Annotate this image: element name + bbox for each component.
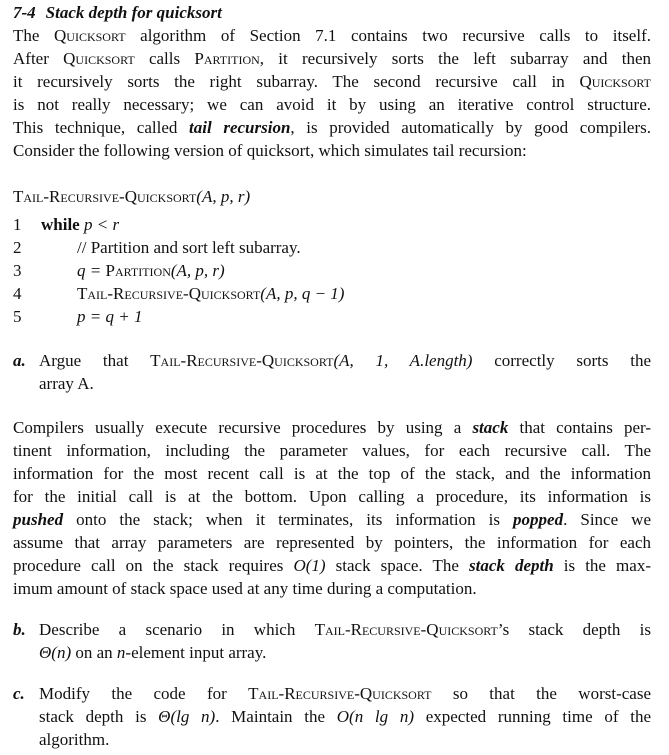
term-tail-recursion: tail recursion xyxy=(189,118,291,137)
algorithm-name: Tail-Recursive-Quicksort xyxy=(13,187,197,206)
term-stack-depth: stack depth xyxy=(468,556,554,575)
stack-line-8: imum amount of stack space used at any time during a computation. xyxy=(13,579,477,598)
intro-line-3: it recursively sorts the right subarray. The second recursive call in Quicksort xyxy=(13,72,651,91)
part-c-line-1: c. Modify the code for Tail-Recursive-Quicksort so that the worst-case xyxy=(13,684,651,703)
intro-line-2: After Quicksort calls Partition, it recursively sorts the left subarray and then xyxy=(13,49,651,68)
intro-line-4: is not really necessary; we can avoid it by using an iterative control structure. xyxy=(13,95,651,114)
problem-title: Stack depth for quicksort xyxy=(45,3,222,22)
intro-line-5: This technique, called tail recursion, is provided automatically by good compilers. xyxy=(13,118,652,137)
term-pushed: pushed xyxy=(13,510,64,529)
algorithm-params: (A, p, r) xyxy=(196,187,251,206)
algorithm-header xyxy=(13,185,250,208)
term-popped: popped xyxy=(513,510,564,529)
stack-line-1: Compilers usually execute recursive procedures by using a stack that contains per- xyxy=(13,418,651,437)
stack-line-3: information for the most recent call is at the top of the stack, and the information xyxy=(13,464,651,483)
intro-line-1: The Quicksort algorithm of Section 7.1 contains two recursive calls to itself. xyxy=(13,26,651,45)
problem-number: 7-4 xyxy=(13,3,36,22)
part-c-label: c. xyxy=(13,684,25,703)
part-a-line-1: a. Argue that Tail-Recursive-Quicksort(A, 1, A.length) correctly sorts the xyxy=(13,351,652,370)
intro-line-6: Consider the following version of quicksort, which simulates tail recursion: xyxy=(13,141,527,160)
term-stack: stack xyxy=(472,418,509,437)
stack-line-2: tinent information, including the parameter values, for each recursive call. The xyxy=(13,441,651,460)
stack-line-5: pushed onto the stack; when it terminates, its information is popped. Since we xyxy=(13,510,651,529)
part-b-label: b. xyxy=(13,620,26,639)
part-a-label: a. xyxy=(13,351,26,370)
stack-line-7: procedure call on the stack requires O(1) stack space. The stack depth is the max- xyxy=(13,556,651,575)
stack-line-6: assume that array parameters are represented by pointers, the information for each xyxy=(13,533,651,552)
stack-line-4: for the initial call is at the bottom. Upon calling a procedure, its information is xyxy=(13,487,651,506)
part-b-line-1: b. Describe a scenario in which Tail-Recursive-Quicksort’s stack depth is xyxy=(13,620,651,639)
algorithm-comment: // Partition and sort left subarray. xyxy=(77,238,301,257)
problem-heading xyxy=(13,1,222,24)
